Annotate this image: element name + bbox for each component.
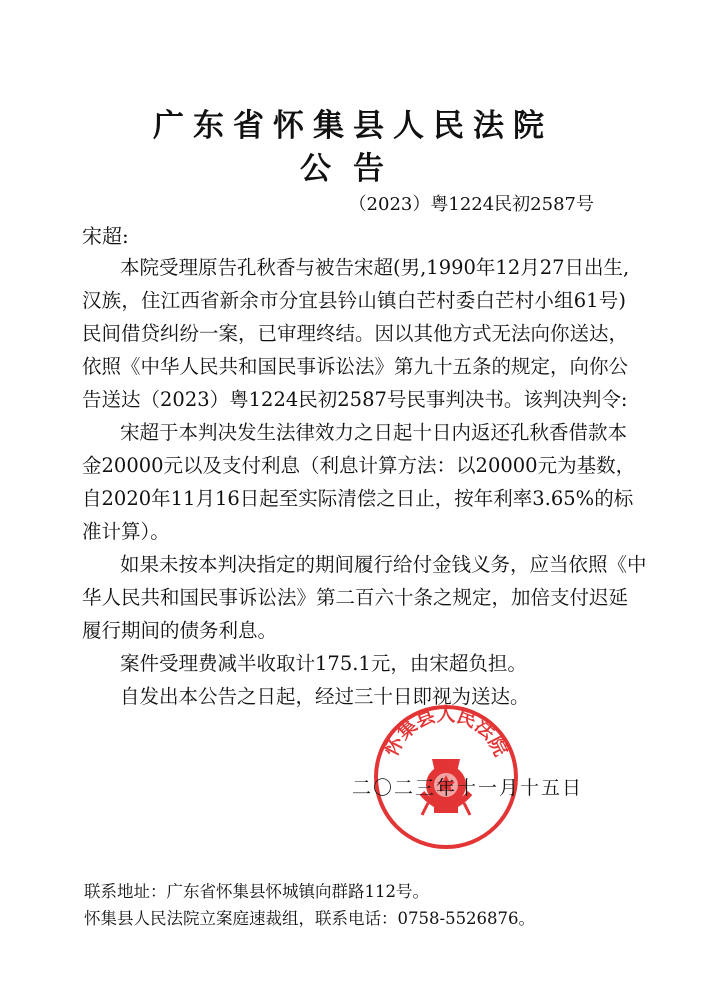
paragraph-4: 案件受理费减半收取计175.1元，由宋超负担。	[120, 652, 527, 675]
paragraph-3-line-3: 履行期间的债务利息。	[82, 619, 278, 642]
contact-phone: 怀集县人民法院立案庭速裁组，联系电话：0758-5526876。	[84, 909, 536, 928]
paragraph-3-line-1: 如果未按本判决指定的期间履行给付金钱义务，应当依照《中	[120, 553, 647, 576]
paragraph-3-line-2: 华人民共和国民事诉讼法》第二百六十条之规定，加倍支付迟延	[82, 586, 629, 609]
paragraph-1-line-4: 依照《中华人民共和国民事诉讼法》第九十五条的规定，向你公	[82, 355, 629, 378]
paragraph-2-line-3: 自2020年11月16日起至实际清偿之日止，按年利率3.65%的标	[82, 487, 634, 510]
paragraph-1-line-5: 告送达（2023）粤1224民初2587号民事判决书。该判决判令:	[82, 388, 628, 411]
paragraph-1-line-3: 民间借贷纠纷一案，已审理终结。因以其他方式无法向你送达，	[82, 322, 629, 345]
paragraph-1-line-2: 汉族，住江西省新余市分宜县钤山镇白芒村委白芒村小组61号)	[82, 289, 626, 312]
paragraph-1-line-1: 本院受理原告孔秋香与被告宋超(男,1990年12月27日出生,	[120, 256, 630, 279]
contact-address: 联系地址：广东省怀集县怀城镇向群路112号。	[84, 882, 429, 901]
court-name: 广东省怀集县人民法院	[153, 108, 553, 144]
paragraph-2-line-2: 金20000元以及支付利息（利息计算方法：以20000元为基数，	[82, 454, 636, 477]
document-title: 公告	[300, 151, 406, 187]
paragraph-5: 自发出本公告之日起，经过三十日即视为送达。	[120, 685, 530, 708]
paragraph-2-line-4: 准计算）。	[82, 520, 170, 543]
paragraph-2-line-1: 宋超于本判决发生法律效力之日起十日内返还孔秋香借款本	[120, 421, 628, 444]
notice-date: 二〇二三年十一月十五日	[352, 777, 584, 799]
addressee: 宋超:	[82, 224, 129, 248]
svg-text:怀集县人民法院: 怀集县人民法院	[380, 703, 512, 760]
case-number: （2023）粤1224民初2587号	[348, 194, 594, 215]
